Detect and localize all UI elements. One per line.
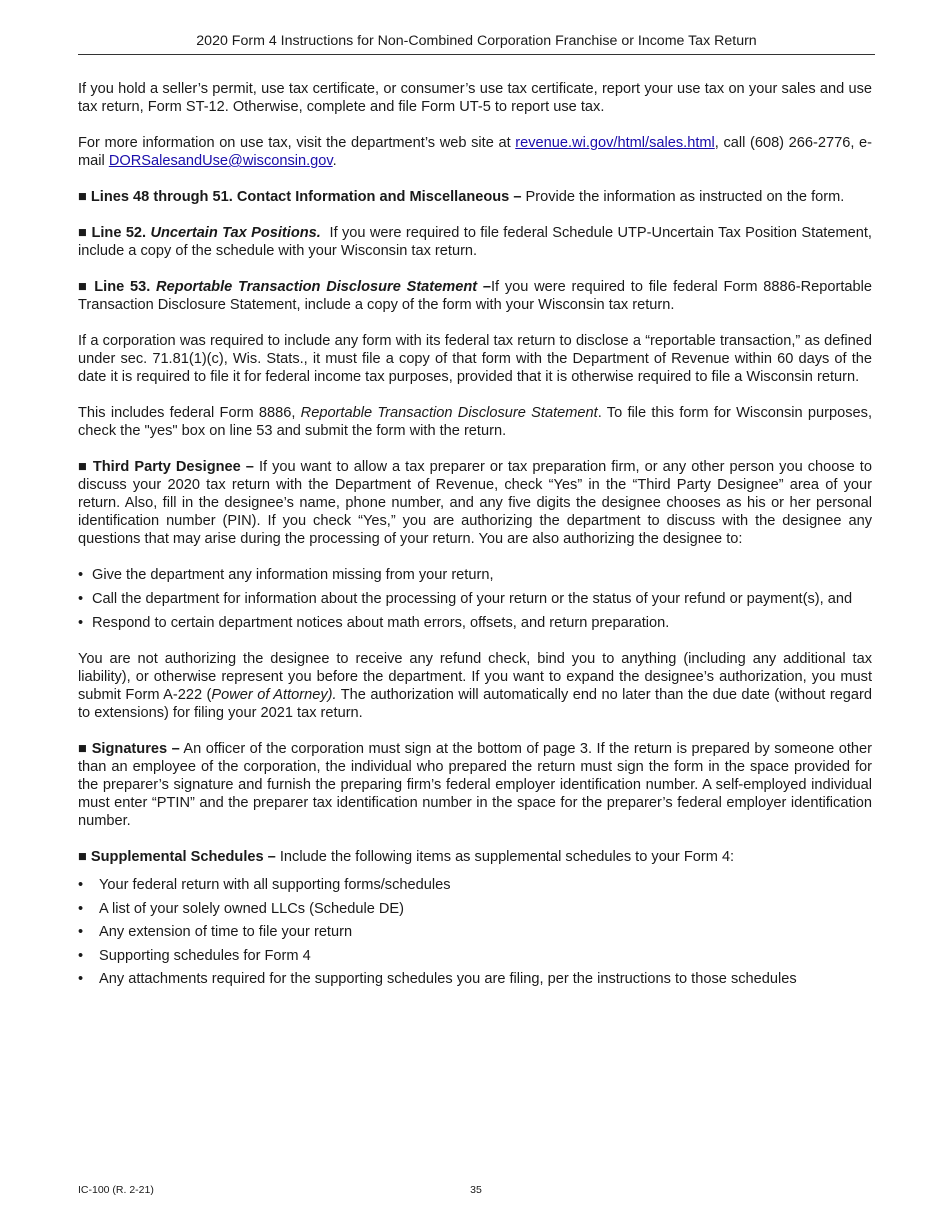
list-item: • Any extension of time to file your return [78, 923, 872, 941]
list-item: • Your federal return with all supporting forms/schedules [78, 876, 872, 894]
section-heading: Signatures – [91, 741, 180, 757]
list-item: • Any attachments required for the supporting schedules you are filing, per the instructions to those schedules [78, 970, 872, 988]
list-item: • Give the department any information missing from your return, [78, 566, 872, 584]
section-marker: ■ Line 52. [78, 225, 147, 241]
form-8886-paragraph: This includes federal Form 8886, Reportable Transaction Disclosure Statement. To file this form for Wisconsin purposes, check the "yes" box on line 53 and submit the form with the return. [78, 405, 872, 439]
section-marker: ■ [78, 189, 91, 205]
section-heading: Reportable Transaction Disclosure Statement – [150, 279, 491, 295]
third-party-designee-section: ■ Third Party Designee – If you want to allow a tax preparer or tax preparation firm, or any other person you choose to discuss your 2020 tax return with the Department of Revenue, check “Yes” in the “Third Party Designee” area of your return. Also, fill in the designee’s name, phone number, and any five digits the designee chooses as his or her personal identification number (PIN). If you check “Yes,” you are authorizing the department to discuss with the designee any questions that may arise during the processing of your return. You are also authorizing the designee to: [78, 459, 872, 547]
designee-authorization-list [78, 566, 872, 632]
section-heading: Third Party Designee – [92, 459, 254, 475]
supplemental-schedules-section: ■ Supplemental Schedules – Include the following items as supplemental schedules to your Form 4: [78, 849, 735, 865]
section-marker: ■ [78, 849, 91, 865]
more-info-paragraph: For more information on use tax, visit the department’s web site at revenue.wi.gov/html/sales.html, call (608) 266-2776, e-mail DORSalesandUse@wisconsin.gov. [78, 135, 872, 169]
use-tax-paragraph: If you hold a seller’s permit, use tax certificate, or consumer’s use tax certificate, report your use tax on your sales and use tax return, Form ST-12. Otherwise, complete and file Form UT-5 to report use tax. [78, 81, 872, 115]
list-item: • Respond to certain department notices about math errors, offsets, and return preparation. [78, 614, 872, 632]
section-heading: Supplemental Schedules – [90, 849, 276, 865]
list-item: • Supporting schedules for Form 4 [78, 947, 872, 965]
reportable-transaction-paragraph: If a corporation was required to include any form with its federal tax return to disclose a “reportable transaction,” as defined under sec. 71.81(1)(c), Wis. Stats., it must file a copy of that form with the Department of Revenue within 60 days of the date it is required to file it for federal income tax purposes, provided that it is otherwise required to file a Wisconsin return. [78, 333, 872, 385]
list-item: • A list of your solely owned LLCs (Schedule DE) [78, 900, 872, 918]
section-heading: Lines 48 through 51. Contact Information and Miscellaneous – [90, 189, 522, 205]
not-authorizing-paragraph: You are not authorizing the designee to receive any refund check, bind you to anything (including any additional tax liability), or otherwise represent you before the department. If you want to expand the designee’s authorization, you must submit Form A-222 (Power of Attorney). The authorization will automatically end no later than the due date (without regard to extensions) for filing your 2021 tax return. [78, 651, 873, 721]
page-number: 35 [470, 1184, 482, 1196]
lines-48-51-section: ■ Lines 48 through 51. Contact Information and Miscellaneous – Provide the information as instructed on the form. [78, 189, 845, 205]
page-header: 2020 Form 4 Instructions for Non-Combined Corporation Franchise or Income Tax Return [78, 33, 875, 55]
line-53-section: ■ Line 53. Reportable Transaction Disclosure Statement –If you were required to file federal Form 8886-Reportable Transaction Disclosure Statement, include a copy of the form with your Wisconsin tax return. [78, 279, 872, 313]
section-marker: ■ Line 53. [78, 279, 151, 295]
supplemental-schedules-list [78, 876, 872, 988]
sales-tax-link[interactable]: revenue.wi.gov/html/sales.html [515, 135, 715, 151]
section-heading: Uncertain Tax Positions. [146, 225, 321, 241]
page-content [78, 80, 877, 994]
section-marker: ■ [78, 459, 93, 475]
signatures-section: ■ Signatures – An officer of the corporation must sign at the bottom of page 3. If the return is prepared by someone other than an employee of the corporation, the individual who prepared the return must sign the form in the space provided for the preparer’s signature and furnish the preparing firm’s federal employer identification number. A self-employed individual must enter “PTIN” and the preparer tax identification number in the space for the preparer’s federal employer identification number. [78, 741, 873, 829]
email-link[interactable]: DORSalesandUse@wisconsin.gov [108, 153, 333, 169]
list-item: • Call the department for information about the processing of your return or the status of your refund or payment(s), and [78, 590, 872, 608]
section-marker: ■ [78, 741, 92, 757]
line-52-section: ■ Line 52. Uncertain Tax Positions. If you were required to file federal Schedule UTP-Uncertain Tax Position Statement, include a copy of the schedule with your Wisconsin tax return. [78, 225, 877, 259]
form-id: IC-100 (R. 2-21) [78, 1184, 154, 1196]
